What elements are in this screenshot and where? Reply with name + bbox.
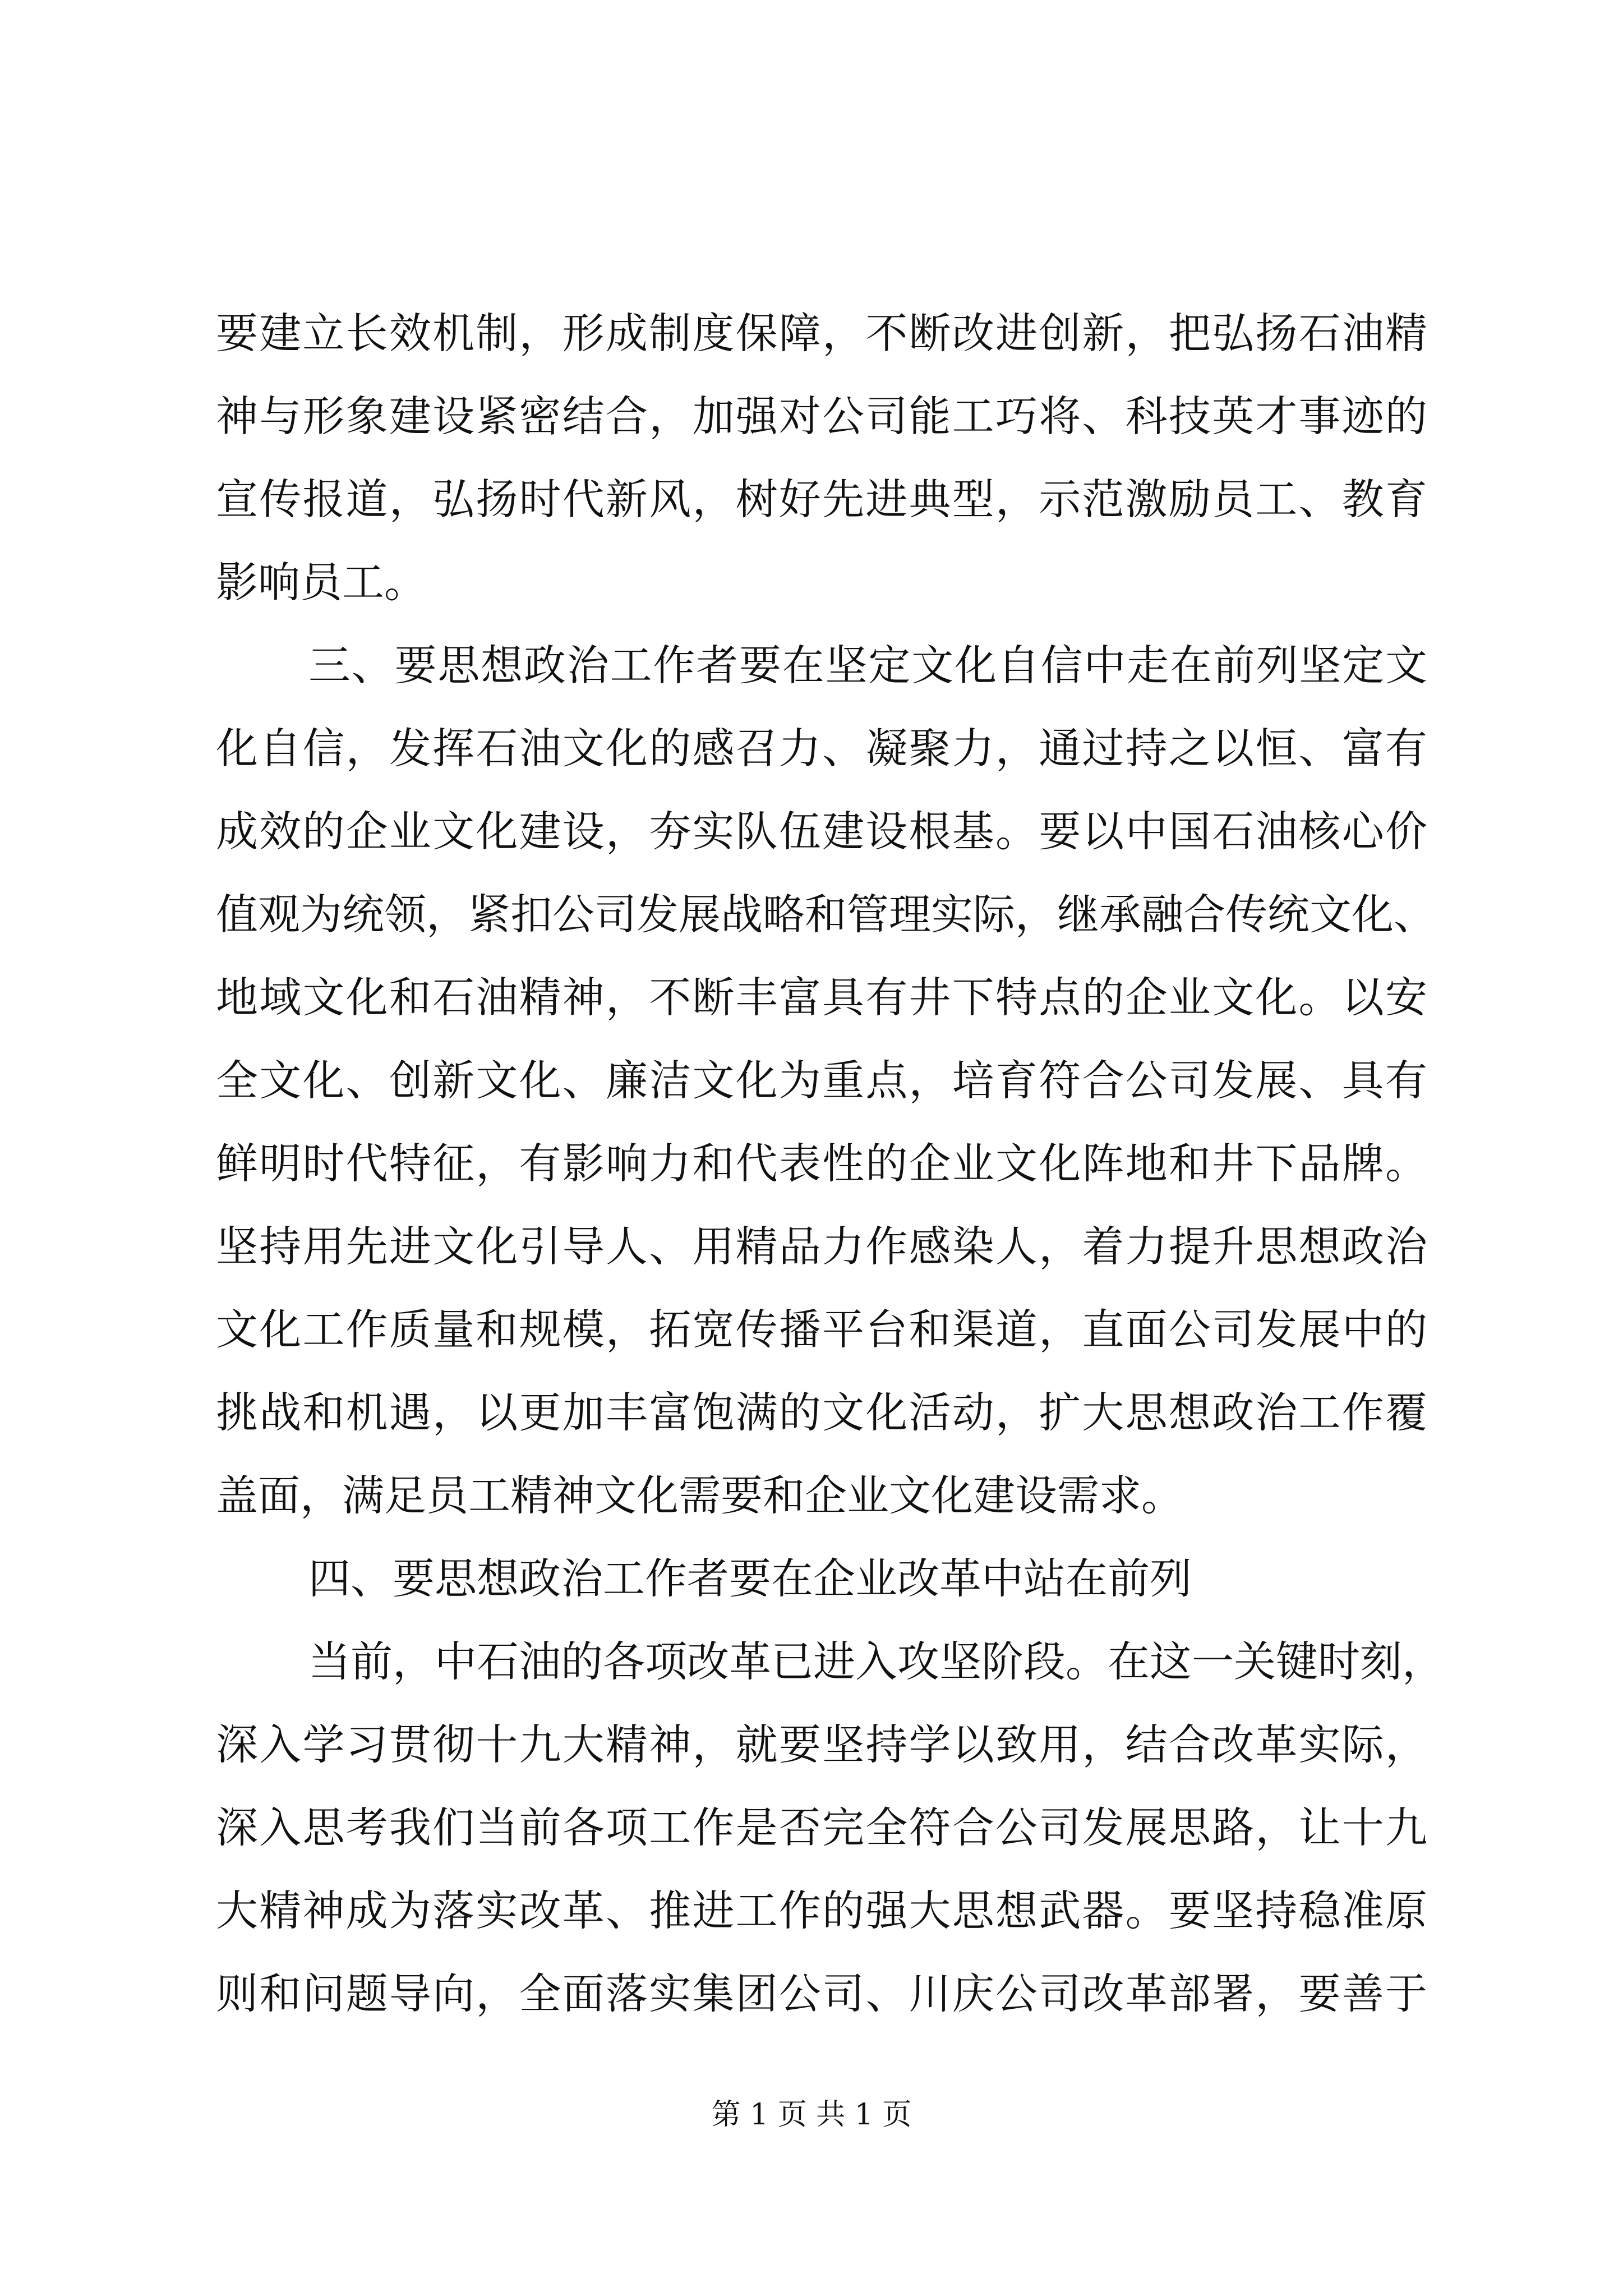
text-line: 则和问题导向，全面落实集团公司、川庆公司改革部署，要善于 (216, 1969, 1427, 2018)
text-line: 全文化、创新文化、廉洁文化为重点，培育符合公司发展、具有 (216, 1056, 1427, 1105)
text-line: 要建立长效机制，形成制度保障，不断改进创新，把弘扬石油精 (216, 309, 1427, 358)
text-line: 成效的企业文化建设，夯实队伍建设根基。要以中国石油核心价 (216, 807, 1427, 856)
text-line: 盖面，满足员工精神文化需要和企业文化建设需求。 (216, 1471, 1184, 1520)
text-line: 地域文化和石油精神，不断丰富具有井下特点的企业文化。以安 (216, 973, 1427, 1022)
page-footer: 第 1 页 共 1 页 (711, 2098, 912, 2132)
text-line: 宣传报道，弘扬时代新风，树好先进典型，示范激励员工、教育 (216, 475, 1427, 524)
text-line: 影响员工。 (216, 558, 427, 607)
text-line: 深入思考我们当前各项工作是否完全符合公司发展思路，让十九 (216, 1803, 1427, 1852)
text-line: 文化工作质量和规模，拓宽传播平台和渠道，直面公司发展中的 (216, 1305, 1427, 1354)
text-line: 挑战和机遇，以更加丰富饱满的文化活动，扩大思想政治工作覆 (216, 1388, 1427, 1437)
text-line: 深入学习贯彻十九大精神，就要坚持学以致用，结合改革实际， (216, 1720, 1427, 1769)
document-body (216, 292, 1445, 2035)
text-line: 当前，中石油的各项改革已进入攻坚阶段。在这一关键时刻， (308, 1637, 1445, 1686)
text-line: 神与形象建设紧密结合，加强对公司能工巧将、科技英才事迹的 (216, 392, 1427, 441)
text-line: 鲜明时代特征，有影响力和代表性的企业文化阵地和井下品牌。 (216, 1139, 1427, 1188)
text-line-section-heading: 三、要思想政治工作者要在坚定文化自信中走在前列坚定文 (308, 641, 1427, 690)
text-line: 坚持用先进文化引导人、用精品力作感染人，着力提升思想政治 (216, 1222, 1427, 1271)
text-line-section-heading: 四、要思想政治工作者要在企业改革中站在前列 (308, 1554, 1192, 1603)
text-line: 化自信，发挥石油文化的感召力、凝聚力，通过持之以恒、富有 (216, 724, 1427, 773)
text-line: 大精神成为落实改革、推进工作的强大思想武器。要坚持稳准原 (216, 1886, 1427, 1935)
text-line: 值观为统领，紧扣公司发展战略和管理实际，继承融合传统文化、 (216, 890, 1436, 939)
